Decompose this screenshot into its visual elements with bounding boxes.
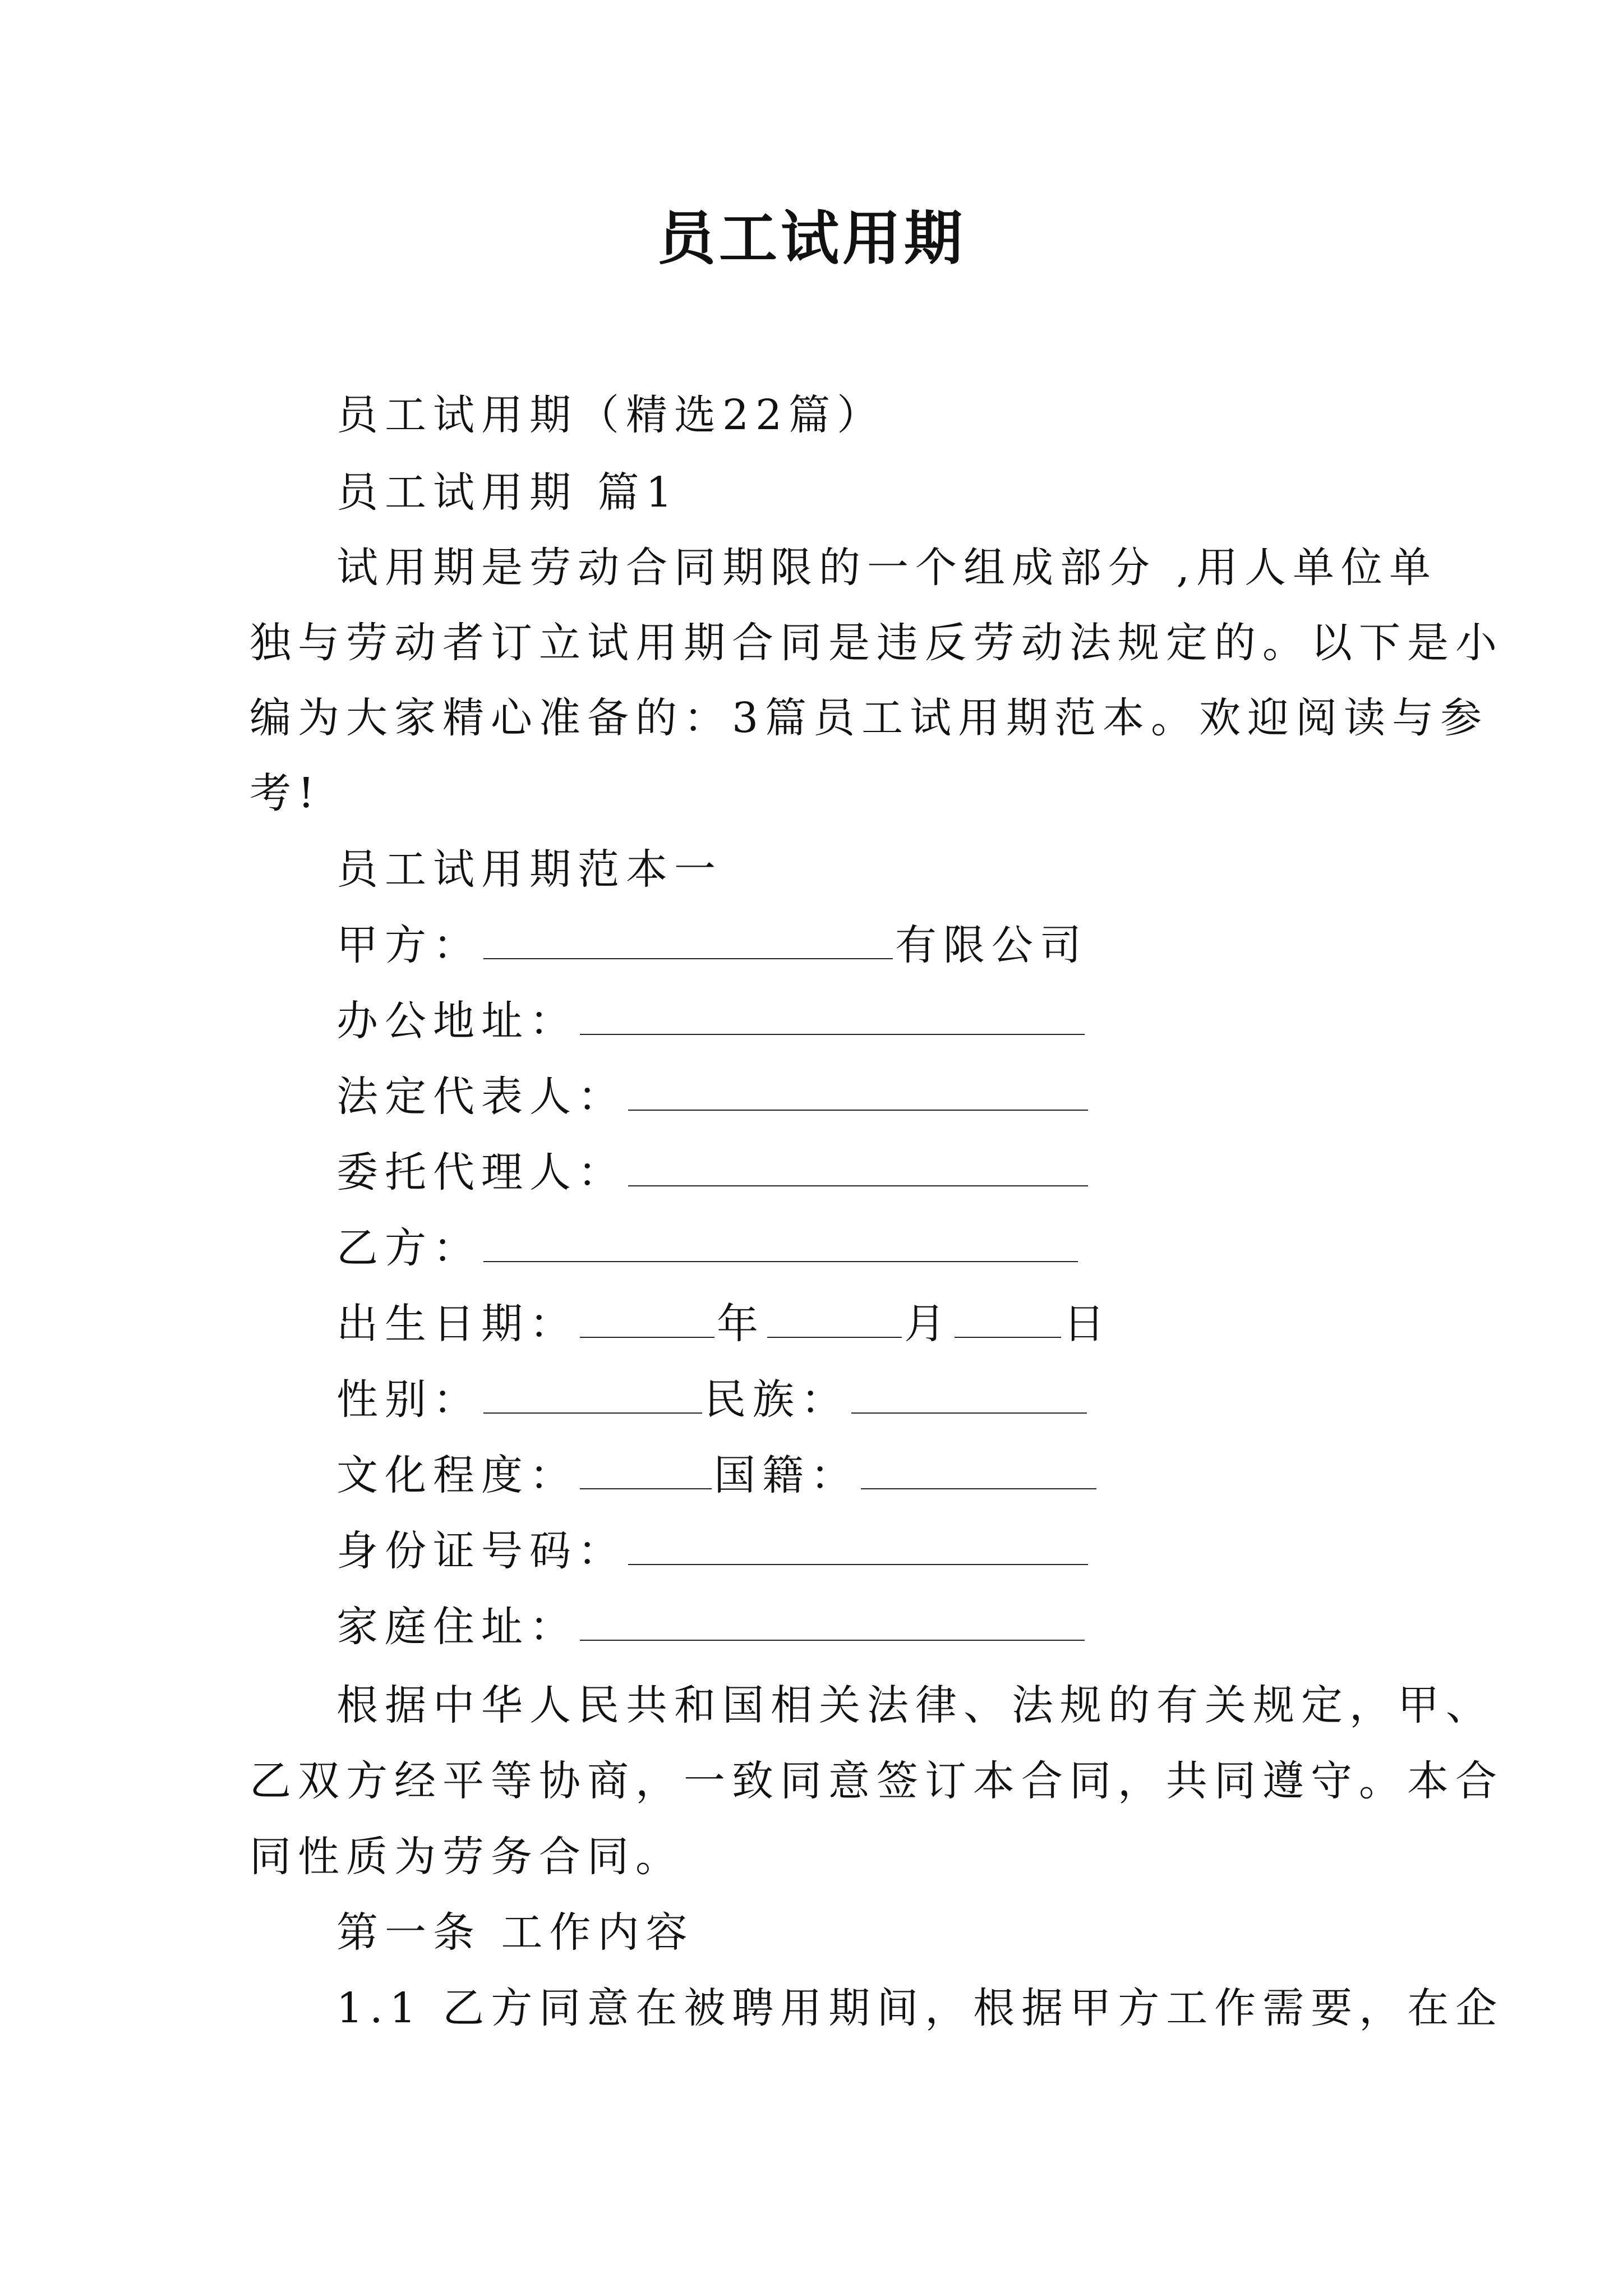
legal-rep-blank[interactable] <box>628 1070 1088 1111</box>
intro-line-4: 考! <box>250 769 321 817</box>
office-blank[interactable] <box>580 995 1085 1035</box>
party-b-blank[interactable] <box>483 1222 1078 1262</box>
ethnicity-blank[interactable] <box>851 1373 1087 1414</box>
id-row <box>336 1523 1090 1579</box>
education-label: 文化程度： <box>336 1451 578 1499</box>
birth-month-blank[interactable] <box>767 1297 902 1338</box>
office-label: 办公地址： <box>336 997 578 1045</box>
gender-row <box>336 1372 1089 1428</box>
birth-year-blank[interactable] <box>580 1297 714 1338</box>
party-a-blank[interactable] <box>483 919 893 959</box>
home-label: 家庭住址： <box>336 1603 578 1651</box>
id-blank[interactable] <box>628 1525 1088 1565</box>
party-a-suffix: 有限公司 <box>895 921 1088 969</box>
legal-rep-label: 法定代表人： <box>336 1073 626 1121</box>
birth-label: 出生日期： <box>336 1300 578 1348</box>
basis-line-3: 同性质为劳务合同。 <box>250 1833 684 1881</box>
section-heading: 员工试用期 篇1 <box>336 468 679 517</box>
document-title: 员工试用期 <box>657 204 966 273</box>
month-label: 月 <box>904 1300 952 1348</box>
birth-row <box>336 1296 1112 1352</box>
intro-line-2: 独与劳动者订立试用期合同是违反劳动法规定的。以下是小 <box>250 619 1504 667</box>
nationality-blank[interactable] <box>861 1449 1096 1489</box>
basis-line-1: 根据中华人民共和国相关法律、法规的有关规定，甲、 <box>336 1681 1494 1729</box>
ethnicity-label: 民族： <box>704 1375 849 1424</box>
agent-blank[interactable] <box>628 1146 1088 1186</box>
party-a-row <box>336 917 1088 973</box>
education-row <box>336 1447 1099 1503</box>
agent-row <box>336 1144 1090 1200</box>
basis-line-2: 乙双方经平等协商，一致同意签订本合同，共同遵守。本合 <box>250 1757 1504 1805</box>
year-label: 年 <box>717 1300 765 1348</box>
intro-line-1: 试用期是劳动合同期限的一个组成部分 ,用人单位单 <box>336 544 1438 592</box>
legal-rep-row <box>336 1069 1090 1125</box>
intro-line-3: 编为大家精心准备的：3篇员工试用期范本。欢迎阅读与参 <box>250 694 1489 742</box>
home-row <box>336 1599 1087 1655</box>
party-a-label: 甲方： <box>336 921 481 969</box>
party-b-row <box>336 1220 1080 1276</box>
birth-day-blank[interactable] <box>955 1297 1061 1338</box>
home-blank[interactable] <box>580 1600 1085 1641</box>
article-1-heading: 第一条 工作内容 <box>336 1908 694 1957</box>
gender-blank[interactable] <box>483 1373 702 1414</box>
day-label: 日 <box>1063 1300 1112 1348</box>
party-b-label: 乙方： <box>336 1224 481 1272</box>
nationality-label: 国籍： <box>714 1451 859 1499</box>
agent-label: 委托代理人： <box>336 1148 626 1197</box>
template-heading: 员工试用期范本一 <box>336 845 722 894</box>
gender-label: 性别： <box>336 1375 481 1424</box>
clause-1-1: 1.1 乙方同意在被聘用期间，根据甲方工作需要，在企 <box>336 1984 1504 2032</box>
id-label: 身份证号码： <box>336 1527 626 1575</box>
subtitle-line: 员工试用期（精选22篇） <box>336 391 886 439</box>
education-blank[interactable] <box>580 1449 712 1489</box>
office-row <box>336 993 1087 1049</box>
